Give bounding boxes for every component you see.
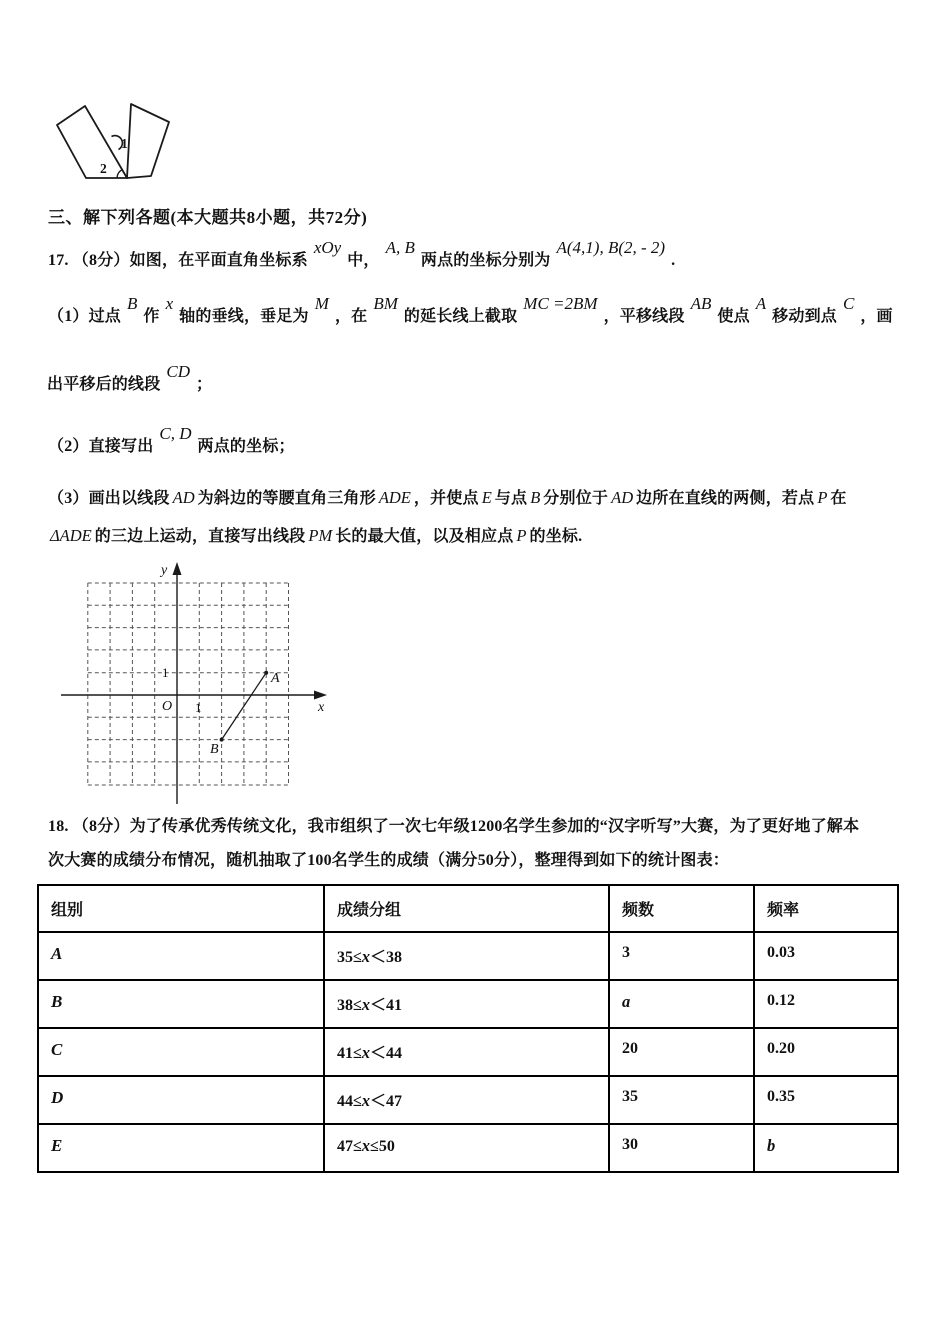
point-b	[220, 738, 224, 742]
question-17-part2: （2）直接写出C, D两点的坐标；	[48, 424, 295, 455]
point-b-label: B	[210, 742, 219, 757]
stats-table	[37, 884, 899, 1173]
left-rectangle	[57, 106, 127, 178]
cell-range: 47≤x≤50	[324, 1124, 609, 1172]
table-header-row	[38, 885, 898, 932]
cell-rate: 0.20	[754, 1028, 898, 1076]
angle-2-arc	[117, 170, 123, 179]
header-group: 组别	[38, 885, 324, 932]
section-header: 三、解下列各题(本大题共8小题，共72分)	[48, 208, 368, 227]
y-tick-1: 1	[162, 665, 169, 680]
cell-group: E	[38, 1124, 324, 1172]
cell-group: A	[38, 932, 324, 980]
question-18-line1: 18. （8分）为了传承优秀传统文化，我市组织了一次七年级1200名学生参加的“汉字听写”大赛，为了更好地了解本	[48, 818, 860, 835]
cell-range: 35≤x＜38	[324, 932, 609, 980]
y-axis-label: y	[161, 563, 168, 578]
header-score-range: 成绩分组	[324, 885, 609, 932]
coordinate-grid-figure	[55, 556, 335, 808]
cell-range: 44≤x＜47	[324, 1076, 609, 1124]
origin-label: O	[162, 699, 173, 714]
question-17-intro: 17. （8分）如图，在平面直角坐标系xOy中，A, B两点的坐标分别为A(4,1), B(2, - 2).	[48, 238, 676, 269]
table-row	[38, 932, 898, 980]
cell-rate: 0.03	[754, 932, 898, 980]
cell-group: B	[38, 980, 324, 1028]
cell-freq: 30	[609, 1124, 754, 1172]
cell-freq: 35	[609, 1076, 754, 1124]
angle-1-label: 1	[121, 136, 128, 151]
cell-group: D	[38, 1076, 324, 1124]
cell-group: C	[38, 1028, 324, 1076]
overlap-figure	[48, 93, 183, 188]
cell-freq: a	[609, 980, 754, 1028]
x-tick-1: 1	[195, 700, 202, 715]
cell-range: 38≤x＜41	[324, 980, 609, 1028]
table-row	[38, 1028, 898, 1076]
cell-rate: 0.12	[754, 980, 898, 1028]
header-rate: 频率	[754, 885, 898, 932]
cell-range: 41≤x＜44	[324, 1028, 609, 1076]
question-17-part1-line1: （1）过点B作x轴的垂线，垂足为M，在BM的延长线上截取MC =2BM，平移线段AB使点A移动到点C，画	[48, 294, 893, 325]
table-row	[38, 1076, 898, 1124]
angle-2-label: 2	[100, 161, 107, 176]
question-17-part3-line2: ΔADE 的三边上运动，直接写出线段 PM 长的最大值，以及相应点 P 的坐标.	[50, 526, 583, 545]
right-rectangle	[127, 104, 169, 178]
cell-freq: 20	[609, 1028, 754, 1076]
cell-rate: b	[754, 1124, 898, 1172]
cell-rate: 0.35	[754, 1076, 898, 1124]
question-17-part3-line1: （3）画出以线段 AD 为斜边的等腰直角三角形 ADE ，并使点 E 与点 B 分别位于 AD 边所在直线的两侧，若点 P 在	[48, 488, 847, 507]
table-row	[38, 1124, 898, 1172]
x-axis-label: x	[318, 700, 325, 715]
point-a	[264, 671, 268, 675]
table-row	[38, 980, 898, 1028]
question-18-line2: 次大赛的成绩分布情况，随机抽取了100名学生的成绩（满分50分），整理得到如下的统计图表：	[48, 852, 730, 869]
axes	[61, 562, 327, 804]
question-17-part1-line2: 出平移后的线段CD；	[47, 362, 213, 393]
cell-freq: 3	[609, 932, 754, 980]
header-frequency: 频数	[609, 885, 754, 932]
point-a-label: A	[271, 671, 280, 686]
